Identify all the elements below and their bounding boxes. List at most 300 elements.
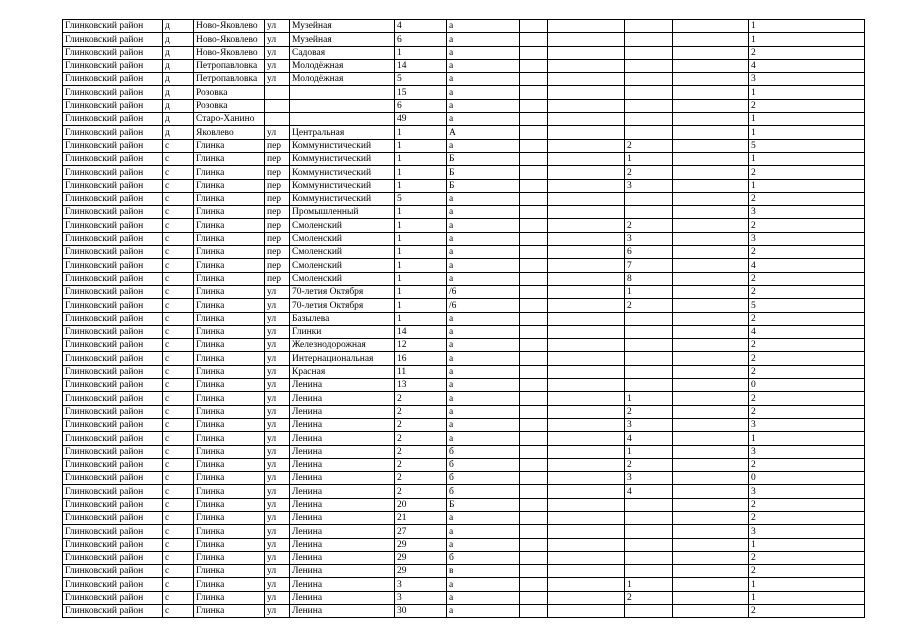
cell-street: Смоленский bbox=[290, 232, 395, 245]
cell-street-type: ул bbox=[265, 578, 290, 591]
table-row bbox=[63, 113, 865, 126]
cell-settlement: Глинка bbox=[194, 498, 265, 511]
table-row bbox=[63, 179, 865, 192]
cell-settlement-type: с bbox=[163, 485, 194, 498]
table-row bbox=[63, 445, 865, 458]
cell-settlement-type: д bbox=[163, 113, 194, 126]
table-row bbox=[63, 325, 865, 338]
cell-col-11 bbox=[673, 312, 749, 325]
cell-street: Центральная bbox=[290, 126, 395, 139]
cell-settlement: Глинка bbox=[194, 538, 265, 551]
cell-settlement: Глинка bbox=[194, 152, 265, 165]
cell-street-type: ул bbox=[265, 33, 290, 46]
cell-col-11 bbox=[673, 259, 749, 272]
cell-building-letter: а bbox=[447, 432, 520, 445]
table-row bbox=[63, 232, 865, 245]
cell-settlement-type: д bbox=[163, 59, 194, 72]
cell-col-11 bbox=[673, 33, 749, 46]
cell-count: 2 bbox=[749, 365, 865, 378]
cell-count: 2 bbox=[749, 605, 865, 618]
cell-settlement-type: с bbox=[163, 206, 194, 219]
cell-settlement: Глинка bbox=[194, 379, 265, 392]
cell-col-11 bbox=[673, 365, 749, 378]
cell-street: Ленина bbox=[290, 511, 395, 524]
cell-apartment: 2 bbox=[625, 591, 673, 604]
table-row bbox=[63, 485, 865, 498]
cell-house-number: 14 bbox=[395, 59, 447, 72]
cell-col-9 bbox=[548, 511, 625, 524]
table-row bbox=[63, 392, 865, 405]
cell-settlement: Ново-Яковлево bbox=[194, 33, 265, 46]
cell-col-8 bbox=[520, 59, 548, 72]
cell-street-type: ул bbox=[265, 418, 290, 431]
cell-apartment: 2 bbox=[625, 405, 673, 418]
cell-count: 2 bbox=[749, 392, 865, 405]
cell-house-number: 1 bbox=[395, 272, 447, 285]
cell-street-type: ул bbox=[265, 73, 290, 86]
cell-col-9 bbox=[548, 405, 625, 418]
cell-col-11 bbox=[673, 113, 749, 126]
cell-col-8 bbox=[520, 498, 548, 511]
cell-street bbox=[290, 86, 395, 99]
cell-settlement-type: д bbox=[163, 126, 194, 139]
cell-street: Ленина bbox=[290, 485, 395, 498]
cell-settlement: Глинка bbox=[194, 405, 265, 418]
cell-apartment: 3 bbox=[625, 179, 673, 192]
cell-settlement: Глинка bbox=[194, 179, 265, 192]
cell-col-11 bbox=[673, 605, 749, 618]
cell-building-letter: б bbox=[447, 485, 520, 498]
cell-settlement-type: с bbox=[163, 445, 194, 458]
cell-house-number: 1 bbox=[395, 232, 447, 245]
cell-building-letter: а bbox=[447, 418, 520, 431]
cell-district: Глинковский район bbox=[63, 392, 163, 405]
cell-district: Глинковский район bbox=[63, 246, 163, 259]
cell-settlement-type: с bbox=[163, 325, 194, 338]
cell-street-type: ул bbox=[265, 538, 290, 551]
table-row bbox=[63, 99, 865, 112]
cell-house-number: 1 bbox=[395, 139, 447, 152]
cell-col-9 bbox=[548, 418, 625, 431]
table-row bbox=[63, 246, 865, 259]
cell-street-type: пер bbox=[265, 152, 290, 165]
cell-street-type: ул bbox=[265, 432, 290, 445]
cell-house-number: 29 bbox=[395, 551, 447, 564]
table-row bbox=[63, 525, 865, 538]
cell-house-number: 49 bbox=[395, 113, 447, 126]
cell-col-8 bbox=[520, 565, 548, 578]
cell-house-number: 5 bbox=[395, 192, 447, 205]
cell-street: Коммунистический bbox=[290, 192, 395, 205]
cell-count: 2 bbox=[749, 246, 865, 259]
cell-col-11 bbox=[673, 272, 749, 285]
cell-building-letter: А bbox=[447, 126, 520, 139]
cell-col-9 bbox=[548, 113, 625, 126]
cell-col-8 bbox=[520, 46, 548, 59]
table-row bbox=[63, 432, 865, 445]
cell-apartment bbox=[625, 325, 673, 338]
cell-col-9 bbox=[548, 33, 625, 46]
cell-district: Глинковский район bbox=[63, 59, 163, 72]
cell-settlement: Ново-Яковлево bbox=[194, 20, 265, 33]
table-row bbox=[63, 578, 865, 591]
cell-col-9 bbox=[548, 352, 625, 365]
cell-building-letter: а bbox=[447, 259, 520, 272]
cell-building-letter: а bbox=[447, 113, 520, 126]
cell-settlement-type: д bbox=[163, 86, 194, 99]
cell-col-9 bbox=[548, 458, 625, 471]
cell-settlement: Глинка bbox=[194, 259, 265, 272]
cell-col-8 bbox=[520, 578, 548, 591]
cell-settlement-type: с bbox=[163, 565, 194, 578]
cell-apartment bbox=[625, 605, 673, 618]
cell-apartment bbox=[625, 206, 673, 219]
cell-street-type: ул bbox=[265, 511, 290, 524]
cell-apartment bbox=[625, 352, 673, 365]
cell-col-11 bbox=[673, 525, 749, 538]
cell-col-9 bbox=[548, 232, 625, 245]
cell-building-letter: а bbox=[447, 46, 520, 59]
cell-col-11 bbox=[673, 285, 749, 298]
cell-col-9 bbox=[548, 299, 625, 312]
cell-settlement-type: с bbox=[163, 498, 194, 511]
cell-col-9 bbox=[548, 219, 625, 232]
cell-district: Глинковский район bbox=[63, 126, 163, 139]
cell-street: Промышленный bbox=[290, 206, 395, 219]
cell-col-8 bbox=[520, 113, 548, 126]
cell-count: 1 bbox=[749, 20, 865, 33]
cell-street: Ленина bbox=[290, 565, 395, 578]
cell-street-type bbox=[265, 113, 290, 126]
cell-count: 2 bbox=[749, 285, 865, 298]
cell-settlement-type: д bbox=[163, 99, 194, 112]
cell-district: Глинковский район bbox=[63, 498, 163, 511]
cell-col-8 bbox=[520, 511, 548, 524]
cell-building-letter: а bbox=[447, 272, 520, 285]
cell-count: 2 bbox=[749, 46, 865, 59]
cell-settlement: Глинка bbox=[194, 272, 265, 285]
cell-count: 2 bbox=[749, 511, 865, 524]
cell-count: 1 bbox=[749, 432, 865, 445]
cell-street: 70-летия Октября bbox=[290, 285, 395, 298]
cell-col-8 bbox=[520, 365, 548, 378]
cell-district: Глинковский район bbox=[63, 192, 163, 205]
cell-street-type: ул bbox=[265, 325, 290, 338]
cell-col-11 bbox=[673, 179, 749, 192]
cell-col-9 bbox=[548, 392, 625, 405]
cell-col-11 bbox=[673, 418, 749, 431]
cell-street-type: ул bbox=[265, 551, 290, 564]
cell-building-letter: а bbox=[447, 379, 520, 392]
cell-street: Ленина bbox=[290, 605, 395, 618]
cell-apartment: 8 bbox=[625, 272, 673, 285]
cell-count: 3 bbox=[749, 418, 865, 431]
cell-district: Глинковский район bbox=[63, 20, 163, 33]
table-row bbox=[63, 538, 865, 551]
cell-house-number: 1 bbox=[395, 46, 447, 59]
cell-col-8 bbox=[520, 325, 548, 338]
cell-house-number: 29 bbox=[395, 538, 447, 551]
cell-col-11 bbox=[673, 325, 749, 338]
cell-col-9 bbox=[548, 192, 625, 205]
cell-col-11 bbox=[673, 86, 749, 99]
cell-street: Базылева bbox=[290, 312, 395, 325]
cell-col-8 bbox=[520, 285, 548, 298]
cell-settlement-type: д bbox=[163, 73, 194, 86]
cell-col-11 bbox=[673, 73, 749, 86]
cell-house-number: 2 bbox=[395, 458, 447, 471]
table-row bbox=[63, 472, 865, 485]
cell-col-8 bbox=[520, 73, 548, 86]
cell-building-letter: а bbox=[447, 312, 520, 325]
cell-building-letter: а bbox=[447, 405, 520, 418]
cell-apartment: 4 bbox=[625, 485, 673, 498]
cell-district: Глинковский район bbox=[63, 538, 163, 551]
cell-count: 2 bbox=[749, 99, 865, 112]
cell-col-8 bbox=[520, 152, 548, 165]
cell-col-9 bbox=[548, 246, 625, 259]
cell-settlement-type: с bbox=[163, 379, 194, 392]
table-row bbox=[63, 219, 865, 232]
cell-street-type: ул bbox=[265, 485, 290, 498]
cell-street: Коммунистический bbox=[290, 166, 395, 179]
cell-apartment: 6 bbox=[625, 246, 673, 259]
cell-building-letter: Б bbox=[447, 179, 520, 192]
cell-settlement-type: с bbox=[163, 432, 194, 445]
cell-street-type: ул bbox=[265, 46, 290, 59]
cell-settlement: Глинка bbox=[194, 472, 265, 485]
cell-house-number: 1 bbox=[395, 152, 447, 165]
cell-count: 2 bbox=[749, 405, 865, 418]
cell-settlement-type: с bbox=[163, 179, 194, 192]
cell-building-letter: а bbox=[447, 20, 520, 33]
table-row bbox=[63, 379, 865, 392]
cell-building-letter: а bbox=[447, 86, 520, 99]
cell-col-8 bbox=[520, 206, 548, 219]
cell-col-9 bbox=[548, 472, 625, 485]
cell-col-8 bbox=[520, 259, 548, 272]
cell-col-8 bbox=[520, 405, 548, 418]
cell-settlement-type: с bbox=[163, 139, 194, 152]
cell-apartment: 2 bbox=[625, 139, 673, 152]
cell-street-type: ул bbox=[265, 126, 290, 139]
cell-street-type: ул bbox=[265, 405, 290, 418]
cell-col-9 bbox=[548, 86, 625, 99]
cell-col-9 bbox=[548, 538, 625, 551]
cell-col-8 bbox=[520, 485, 548, 498]
cell-apartment bbox=[625, 113, 673, 126]
cell-settlement: Глинка bbox=[194, 511, 265, 524]
cell-col-9 bbox=[548, 605, 625, 618]
cell-count: 1 bbox=[749, 113, 865, 126]
cell-col-11 bbox=[673, 232, 749, 245]
cell-col-9 bbox=[548, 485, 625, 498]
cell-settlement-type: с bbox=[163, 312, 194, 325]
cell-building-letter: а bbox=[447, 591, 520, 604]
cell-house-number: 5 bbox=[395, 73, 447, 86]
cell-district: Глинковский район bbox=[63, 525, 163, 538]
cell-building-letter: а bbox=[447, 59, 520, 72]
cell-building-letter: а bbox=[447, 325, 520, 338]
cell-settlement-type: с bbox=[163, 605, 194, 618]
cell-apartment: 2 bbox=[625, 299, 673, 312]
cell-street-type bbox=[265, 86, 290, 99]
cell-apartment bbox=[625, 73, 673, 86]
cell-apartment: 3 bbox=[625, 418, 673, 431]
cell-col-11 bbox=[673, 59, 749, 72]
cell-count: 2 bbox=[749, 166, 865, 179]
cell-apartment: 1 bbox=[625, 152, 673, 165]
cell-settlement-type: с bbox=[163, 365, 194, 378]
cell-district: Глинковский район bbox=[63, 511, 163, 524]
cell-apartment bbox=[625, 551, 673, 564]
cell-settlement: Глинка bbox=[194, 392, 265, 405]
table-row bbox=[63, 312, 865, 325]
cell-street-type: ул bbox=[265, 591, 290, 604]
table-row bbox=[63, 418, 865, 431]
cell-count: 2 bbox=[749, 551, 865, 564]
cell-col-11 bbox=[673, 166, 749, 179]
table-row bbox=[63, 498, 865, 511]
cell-settlement-type: с bbox=[163, 246, 194, 259]
cell-settlement-type: с bbox=[163, 259, 194, 272]
cell-col-9 bbox=[548, 272, 625, 285]
cell-district: Глинковский район bbox=[63, 299, 163, 312]
cell-apartment bbox=[625, 498, 673, 511]
cell-col-9 bbox=[548, 565, 625, 578]
table-row bbox=[63, 285, 865, 298]
table-row bbox=[63, 46, 865, 59]
cell-apartment bbox=[625, 46, 673, 59]
cell-col-11 bbox=[673, 192, 749, 205]
cell-street-type: ул bbox=[265, 312, 290, 325]
cell-col-9 bbox=[548, 591, 625, 604]
cell-building-letter: а bbox=[447, 232, 520, 245]
cell-building-letter: Б bbox=[447, 166, 520, 179]
cell-building-letter: б bbox=[447, 445, 520, 458]
cell-settlement: Петропавловка bbox=[194, 73, 265, 86]
cell-house-number: 3 bbox=[395, 591, 447, 604]
cell-apartment bbox=[625, 20, 673, 33]
cell-house-number: 30 bbox=[395, 605, 447, 618]
cell-settlement: Глинка bbox=[194, 445, 265, 458]
cell-district: Глинковский район bbox=[63, 139, 163, 152]
cell-street-type: пер bbox=[265, 272, 290, 285]
cell-street-type bbox=[265, 99, 290, 112]
cell-building-letter: б bbox=[447, 472, 520, 485]
cell-count: 2 bbox=[749, 352, 865, 365]
cell-count: 2 bbox=[749, 272, 865, 285]
cell-col-8 bbox=[520, 458, 548, 471]
cell-building-letter: /6 bbox=[447, 285, 520, 298]
table-row bbox=[63, 20, 865, 33]
cell-street: Коммунистический bbox=[290, 179, 395, 192]
cell-col-9 bbox=[548, 126, 625, 139]
cell-col-11 bbox=[673, 126, 749, 139]
table-row bbox=[63, 352, 865, 365]
cell-col-8 bbox=[520, 551, 548, 564]
cell-settlement-type: с bbox=[163, 458, 194, 471]
table-row bbox=[63, 259, 865, 272]
cell-house-number: 2 bbox=[395, 432, 447, 445]
address-table bbox=[62, 19, 865, 618]
cell-street: Ленина bbox=[290, 379, 395, 392]
cell-street: Ленина bbox=[290, 525, 395, 538]
cell-house-number: 6 bbox=[395, 33, 447, 46]
cell-street: Ленина bbox=[290, 578, 395, 591]
cell-settlement: Глинка bbox=[194, 551, 265, 564]
table-row bbox=[63, 299, 865, 312]
cell-settlement: Глинка bbox=[194, 299, 265, 312]
cell-settlement: Розовка bbox=[194, 99, 265, 112]
cell-settlement-type: с bbox=[163, 591, 194, 604]
cell-street: Красная bbox=[290, 365, 395, 378]
cell-house-number: 29 bbox=[395, 565, 447, 578]
cell-building-letter: б bbox=[447, 458, 520, 471]
cell-building-letter: а bbox=[447, 578, 520, 591]
cell-col-11 bbox=[673, 578, 749, 591]
cell-col-9 bbox=[548, 325, 625, 338]
cell-col-8 bbox=[520, 432, 548, 445]
cell-district: Глинковский район bbox=[63, 352, 163, 365]
cell-district: Глинковский район bbox=[63, 259, 163, 272]
cell-settlement: Глинка bbox=[194, 285, 265, 298]
cell-settlement: Петропавловка bbox=[194, 59, 265, 72]
cell-district: Глинковский район bbox=[63, 578, 163, 591]
cell-street-type: ул bbox=[265, 458, 290, 471]
cell-building-letter: б bbox=[447, 551, 520, 564]
table-row bbox=[63, 272, 865, 285]
table-row bbox=[63, 365, 865, 378]
table-row bbox=[63, 152, 865, 165]
table-row bbox=[63, 565, 865, 578]
cell-col-8 bbox=[520, 379, 548, 392]
cell-col-8 bbox=[520, 418, 548, 431]
cell-street: Смоленский bbox=[290, 272, 395, 285]
cell-building-letter: а bbox=[447, 73, 520, 86]
cell-house-number: 1 bbox=[395, 206, 447, 219]
cell-apartment: 2 bbox=[625, 166, 673, 179]
cell-settlement-type: с bbox=[163, 392, 194, 405]
cell-settlement-type: с bbox=[163, 272, 194, 285]
cell-street-type: ул bbox=[265, 379, 290, 392]
cell-district: Глинковский район bbox=[63, 99, 163, 112]
cell-street: Смоленский bbox=[290, 246, 395, 259]
cell-col-11 bbox=[673, 339, 749, 352]
cell-apartment: 4 bbox=[625, 432, 673, 445]
cell-settlement-type: с bbox=[163, 538, 194, 551]
cell-col-8 bbox=[520, 232, 548, 245]
cell-house-number: 13 bbox=[395, 379, 447, 392]
cell-settlement: Глинка bbox=[194, 485, 265, 498]
cell-count: 3 bbox=[749, 485, 865, 498]
cell-street-type: пер bbox=[265, 192, 290, 205]
cell-district: Глинковский район bbox=[63, 86, 163, 99]
cell-house-number: 2 bbox=[395, 392, 447, 405]
cell-col-8 bbox=[520, 352, 548, 365]
cell-building-letter: а bbox=[447, 139, 520, 152]
cell-street: Ленина bbox=[290, 472, 395, 485]
cell-street-type: ул bbox=[265, 445, 290, 458]
cell-count: 2 bbox=[749, 498, 865, 511]
cell-building-letter: а bbox=[447, 339, 520, 352]
cell-settlement: Старо-Ханино bbox=[194, 113, 265, 126]
cell-street: Ленина bbox=[290, 432, 395, 445]
cell-count: 1 bbox=[749, 86, 865, 99]
cell-count: 3 bbox=[749, 73, 865, 86]
cell-settlement: Глинка bbox=[194, 525, 265, 538]
cell-district: Глинковский район bbox=[63, 339, 163, 352]
